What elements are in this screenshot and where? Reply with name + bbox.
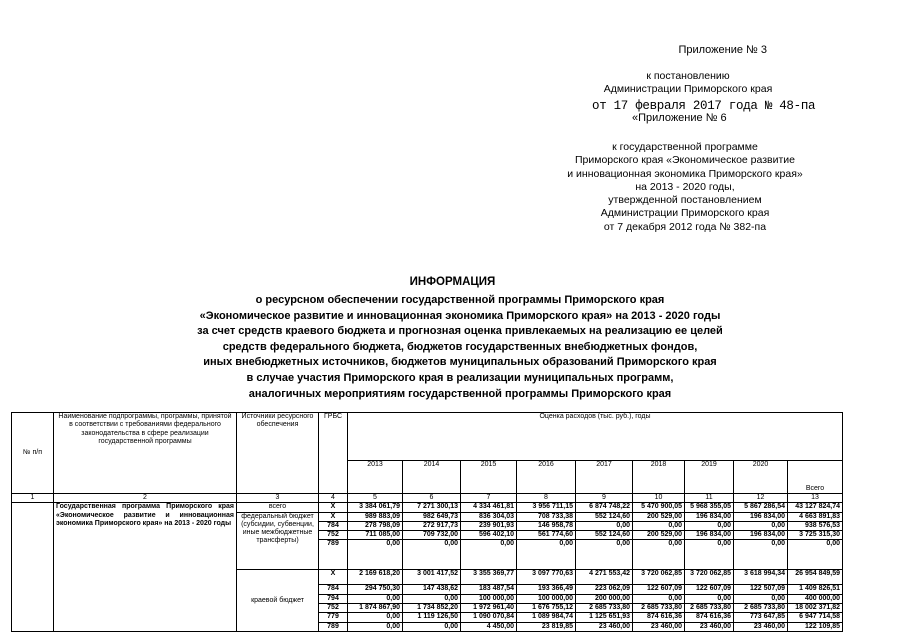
column-number: 10 [633, 494, 685, 503]
source-all: всего [237, 503, 319, 512]
resolution-reference [588, 70, 788, 97]
value-cell: 196 834,00 [685, 531, 734, 540]
column-number: 7 [461, 494, 517, 503]
program-line: к государственной программе [612, 141, 758, 153]
value-cell: 122 607,09 [633, 585, 685, 594]
column-number: 4 [319, 494, 348, 503]
value-cell: 23 819,85 [517, 622, 576, 631]
subtitle-line: о ресурсном обеспечении государственной программы Приморского края [255, 294, 665, 306]
row-number-cell [12, 503, 54, 632]
value-cell: 200 000,00 [576, 594, 633, 603]
value-cell: 989 883,09 [348, 512, 403, 521]
grbs-code: 779 [319, 613, 348, 622]
value-cell: 146 958,78 [517, 521, 576, 530]
value-cell: 561 774,60 [517, 531, 576, 540]
program-name: Государственная программа Приморского края «Экономическое развитие и инновационная экономика Приморского края» на 2013 - 2020 годы [54, 503, 237, 632]
value-cell: 122 507,09 [734, 585, 788, 594]
value-cell: 1 090 070,84 [461, 613, 517, 622]
value-cell: 1 089 984,74 [517, 613, 576, 622]
year-header: 2018 [633, 461, 685, 494]
program-line: Администрации Приморского края [600, 207, 770, 220]
total-header: Всего [788, 461, 843, 494]
value-cell: 3 725 315,30 [788, 531, 843, 540]
document-title: ИНФОРМАЦИЯ [409, 276, 496, 288]
program-line: утвержденной постановлением [608, 194, 762, 207]
value-cell: 3 001 417,52 [403, 570, 461, 585]
value-cell: 1 119 126,50 [403, 613, 461, 622]
column-number: 12 [734, 494, 788, 503]
value-cell: 272 917,73 [403, 521, 461, 530]
program-line: Приморского края «Экономическое развитие [574, 154, 796, 167]
value-cell: 0,00 [788, 540, 843, 570]
column-number: 5 [348, 494, 403, 503]
column-number: 11 [685, 494, 734, 503]
resource-table [11, 412, 843, 632]
value-cell: 5 968 355,05 [685, 503, 734, 512]
value-cell: 1 676 755,12 [517, 604, 576, 613]
resolution-line: к постановлению [646, 70, 730, 82]
value-cell: 708 733,38 [517, 512, 576, 521]
value-cell: 23 460,00 [576, 622, 633, 631]
value-cell: 0,00 [403, 622, 461, 631]
table-body [12, 413, 843, 632]
value-cell: 874 616,36 [633, 613, 685, 622]
grbs-code: X [319, 503, 348, 512]
col-header-no: № п/п [12, 413, 54, 494]
value-cell: 1 972 961,40 [461, 604, 517, 613]
value-cell: 100 000,00 [517, 594, 576, 603]
value-cell: 552 124,60 [576, 531, 633, 540]
column-numbers-row [12, 494, 843, 503]
value-cell: 938 576,53 [788, 521, 843, 530]
value-cell: 1 734 852,20 [403, 604, 461, 613]
value-cell: 193 366,49 [517, 585, 576, 594]
resolution-line: Администрации Приморского края [603, 83, 773, 96]
value-cell: 1 874 867,90 [348, 604, 403, 613]
value-cell: 0,00 [517, 540, 576, 570]
value-cell: 0,00 [633, 540, 685, 570]
value-cell: 711 085,00 [348, 531, 403, 540]
value-cell: 0,00 [734, 594, 788, 603]
value-cell: 3 384 061,79 [348, 503, 403, 512]
value-cell: 982 649,73 [403, 512, 461, 521]
col-header-estimate: Оценка расходов (тыс. руб.), годы [348, 413, 843, 461]
col-header-grbs: ГРБС [319, 413, 348, 494]
value-cell: 0,00 [734, 540, 788, 570]
value-cell: 0,00 [734, 521, 788, 530]
program-line: от 7 декабря 2012 года № 382-па [603, 220, 767, 233]
document-subtitle [160, 293, 760, 402]
value-cell: 4 271 553,42 [576, 570, 633, 585]
grbs-code: 789 [319, 540, 348, 570]
appendix-6-label: «Приложение № 6 [632, 112, 727, 124]
value-cell: 0,00 [576, 521, 633, 530]
grbs-code: 752 [319, 531, 348, 540]
column-number: 1 [12, 494, 54, 503]
value-cell: 552 124,60 [576, 512, 633, 521]
table-row [12, 503, 843, 512]
column-number: 3 [237, 494, 319, 503]
value-cell: 196 834,00 [685, 512, 734, 521]
value-cell: 0,00 [348, 594, 403, 603]
source-federal: федеральный бюджет (субсидии, субвенции, иные межбюджетные трансферты) [237, 512, 319, 570]
value-cell: 122 607,09 [685, 585, 734, 594]
column-number: 9 [576, 494, 633, 503]
program-reference [540, 141, 830, 234]
value-cell: 43 127 824,74 [788, 503, 843, 512]
col-header-name: Наименование подпрограммы, программы, принятой в соответствии с требованиями федерального законодательства в сфере реализации государственной программы [54, 413, 237, 494]
value-cell: 6 874 748,22 [576, 503, 633, 512]
value-cell: 1 125 651,93 [576, 613, 633, 622]
value-cell: 2 169 618,20 [348, 570, 403, 585]
value-cell: 6 947 714,58 [788, 613, 843, 622]
value-cell: 596 402,10 [461, 531, 517, 540]
value-cell: 3 618 994,34 [734, 570, 788, 585]
year-header: 2013 [348, 461, 403, 494]
column-number: 2 [54, 494, 237, 503]
value-cell: 2 685 733,80 [685, 604, 734, 613]
value-cell: 3 097 770,63 [517, 570, 576, 585]
grbs-code: X [319, 512, 348, 521]
value-cell: 1 409 826,51 [788, 585, 843, 594]
year-header: 2017 [576, 461, 633, 494]
value-cell: 183 487,54 [461, 585, 517, 594]
value-cell: 836 304,03 [461, 512, 517, 521]
resolution-date-stamp: от 17 февраля 2017 года № 48-па [592, 99, 816, 113]
grbs-code: 794 [319, 594, 348, 603]
value-cell: 2 685 733,80 [576, 604, 633, 613]
value-cell: 3 956 711,15 [517, 503, 576, 512]
value-cell: 100 000,00 [461, 594, 517, 603]
header-row [12, 413, 843, 461]
value-cell: 0,00 [633, 521, 685, 530]
source-regional: краевой бюджет [237, 570, 319, 631]
value-cell: 5 470 900,05 [633, 503, 685, 512]
value-cell: 196 834,00 [734, 531, 788, 540]
value-cell: 0,00 [348, 622, 403, 631]
year-header: 2019 [685, 461, 734, 494]
value-cell: 2 685 733,80 [734, 604, 788, 613]
grbs-code: 784 [319, 585, 348, 594]
year-header: 2015 [461, 461, 517, 494]
year-header: 2014 [403, 461, 461, 494]
grbs-code: 784 [319, 521, 348, 530]
column-number: 13 [788, 494, 843, 503]
value-cell: 239 901,93 [461, 521, 517, 530]
subtitle-line: за счет средств краевого бюджета и прогнозная оценка привлекаемых на реализацию ее целей [197, 325, 723, 338]
value-cell: 26 954 849,59 [788, 570, 843, 585]
grbs-code: 752 [319, 604, 348, 613]
value-cell: 200 529,00 [633, 512, 685, 521]
value-cell: 0,00 [633, 594, 685, 603]
value-cell: 7 271 300,13 [403, 503, 461, 512]
value-cell: 874 616,36 [685, 613, 734, 622]
col-header-source: Источники ресурсного обеспечения [237, 413, 319, 494]
value-cell: 23 460,00 [685, 622, 734, 631]
appendix-number: Приложение № 3 [678, 44, 767, 56]
value-cell: 122 109,85 [788, 622, 843, 631]
value-cell: 0,00 [403, 540, 461, 570]
value-cell: 0,00 [348, 540, 403, 570]
column-number: 8 [517, 494, 576, 503]
program-line: и инновационная экономика Приморского края» [567, 167, 803, 180]
value-cell: 5 867 286,54 [734, 503, 788, 512]
value-cell: 23 460,00 [633, 622, 685, 631]
subtitle-line: «Экономическое развитие и инновационная экономика Приморского края» на 2013 - 2020 годы [199, 309, 721, 322]
value-cell: 773 647,85 [734, 613, 788, 622]
value-cell: 3 720 062,85 [685, 570, 734, 585]
value-cell: 4 334 461,81 [461, 503, 517, 512]
value-cell: 23 460,00 [734, 622, 788, 631]
value-cell: 196 834,00 [734, 512, 788, 521]
year-header: 2016 [517, 461, 576, 494]
value-cell: 147 438,62 [403, 585, 461, 594]
subtitle-line: аналогичных мероприятиям государственной программы Приморского края [248, 387, 672, 400]
value-cell: 278 798,09 [348, 521, 403, 530]
value-cell: 18 002 371,82 [788, 604, 843, 613]
value-cell: 223 062,09 [576, 585, 633, 594]
value-cell: 0,00 [685, 521, 734, 530]
value-cell: 0,00 [403, 594, 461, 603]
column-number: 6 [403, 494, 461, 503]
value-cell: 294 750,30 [348, 585, 403, 594]
value-cell: 709 732,00 [403, 531, 461, 540]
grbs-code: X [319, 570, 348, 585]
value-cell: 4 663 891,83 [788, 512, 843, 521]
value-cell: 400 000,00 [788, 594, 843, 603]
value-cell: 0,00 [685, 540, 734, 570]
value-cell: 0,00 [348, 613, 403, 622]
value-cell: 4 450,00 [461, 622, 517, 631]
year-header: 2020 [734, 461, 788, 494]
subtitle-line: иных внебюджетных источников, бюджетов муниципальных образований Приморского края [203, 356, 717, 369]
program-line: на 2013 - 2020 годы, [635, 180, 735, 193]
value-cell: 3 720 062,85 [633, 570, 685, 585]
value-cell: 3 355 369,77 [461, 570, 517, 585]
subtitle-line: в случае участия Приморского края в реализации муниципальных программ, [246, 371, 674, 384]
value-cell: 0,00 [461, 540, 517, 570]
grbs-code: 789 [319, 622, 348, 631]
value-cell: 2 685 733,80 [633, 604, 685, 613]
value-cell: 0,00 [576, 540, 633, 570]
subtitle-line: средств федерального бюджета, бюджетов государственных внебюджетных фондов, [222, 340, 698, 353]
value-cell: 200 529,00 [633, 531, 685, 540]
value-cell: 0,00 [685, 594, 734, 603]
